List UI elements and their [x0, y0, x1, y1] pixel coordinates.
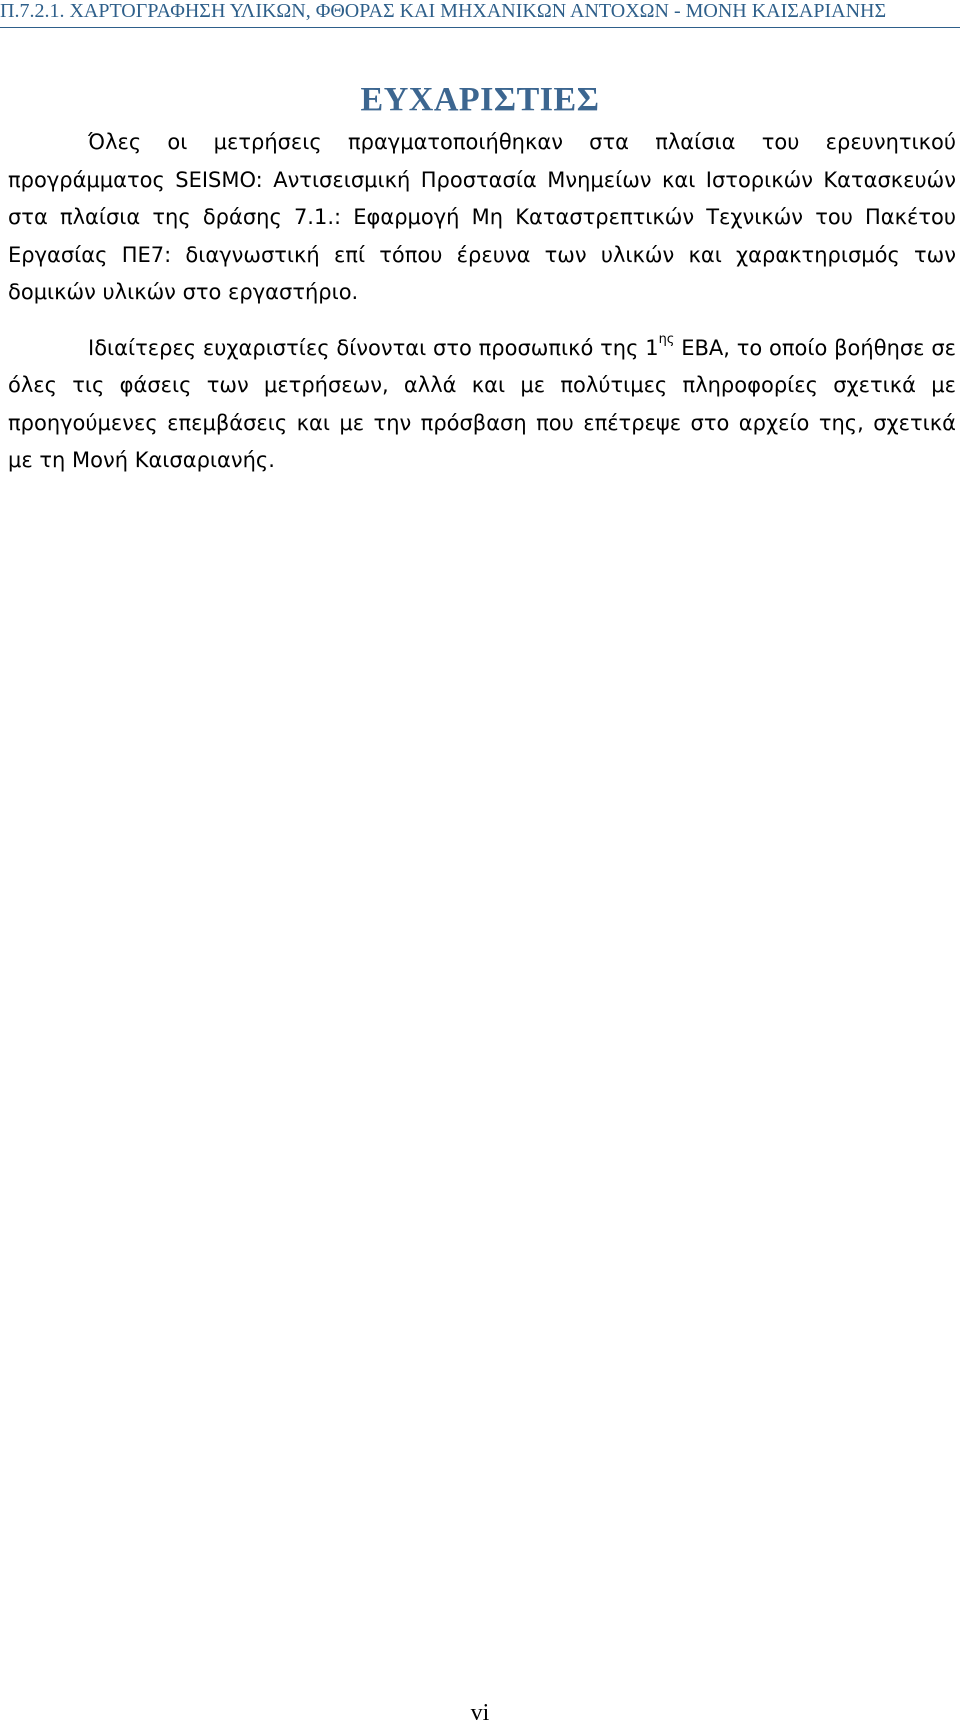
paragraph-acknowledgements — [8, 330, 956, 480]
paragraph-research-program: Όλες οι μετρήσεις πραγματοποιήθηκαν στα πλαίσια του ερευνητικού προγράμματος SEISMO: Αντισεισμική Προστασία Μνημείων και Ιστορικών Κατασκευών στα πλαίσια της δράσης 7.1.: Εφαρμογή Μη Καταστρεπτικών Τεχνικών του Πακέτου Εργασίας ΠΕ7: διαγνωστική επί τόπου έρευνα των υλικών και χαρακτηρισμός των δομικών υλικών στο εργαστήριο. — [8, 130, 956, 304]
running-header: Π.7.2.1. ΧΑΡΤΟΓΡΑΦΗΣΗ ΥΛΙΚΩΝ, ΦΘΟΡΑΣ ΚΑΙ ΜΗΧΑΝΙΚΩΝ ΑΝΤΟΧΩΝ - ΜΟΝΗ ΚΑΙΣΑΡΙΑΝΗΣ — [0, 0, 887, 22]
section-title: ΕΥΧΑΡΙΣΤΙΕΣ — [360, 81, 600, 118]
header-divider — [0, 27, 960, 28]
document-body — [8, 124, 956, 480]
ordinal-superscript: ης — [658, 331, 675, 347]
paragraph-text-start: Ιδιαίτερες ευχαριστίες δίνονται στο προσωπικό της 1 — [88, 335, 659, 360]
paragraph-text-end: ΕΒΑ, το οποίο βοήθησε σε όλες τις φάσεις των μετρήσεων, αλλά και με πολύτιμες πληροφορίες σχετικά με προηγούμενες επεμβάσεις και με την πρόσβαση που επέτρεψε στο αρχείο της, σχετικά με τη Μονή Καισαριανής. — [8, 335, 956, 472]
page-number: vi — [470, 1700, 490, 1726]
